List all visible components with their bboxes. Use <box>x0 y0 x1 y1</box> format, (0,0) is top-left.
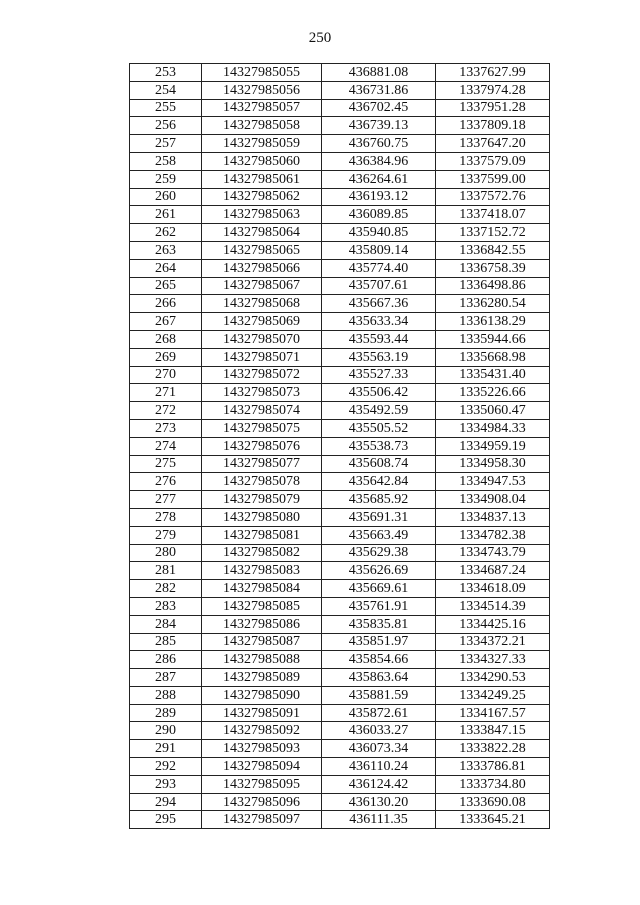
row-number-cell: 281 <box>130 562 202 580</box>
id-cell: 14327985073 <box>202 384 322 402</box>
x-coordinate-cell: 436089.85 <box>322 206 436 224</box>
row-number-cell: 260 <box>130 188 202 206</box>
id-cell: 14327985086 <box>202 615 322 633</box>
x-coordinate-cell: 435669.61 <box>322 580 436 598</box>
x-coordinate-cell: 435835.81 <box>322 615 436 633</box>
y-coordinate-cell: 1334290.53 <box>436 669 550 687</box>
x-coordinate-cell: 435538.73 <box>322 437 436 455</box>
table-row <box>130 775 550 793</box>
y-coordinate-cell: 1337418.07 <box>436 206 550 224</box>
y-coordinate-cell: 1333786.81 <box>436 758 550 776</box>
id-cell: 14327985059 <box>202 135 322 153</box>
id-cell: 14327985060 <box>202 152 322 170</box>
x-coordinate-cell: 436110.24 <box>322 758 436 776</box>
table-row <box>130 402 550 420</box>
table-row <box>130 651 550 669</box>
x-coordinate-cell: 436881.08 <box>322 64 436 82</box>
y-coordinate-cell: 1335226.66 <box>436 384 550 402</box>
x-coordinate-cell: 435809.14 <box>322 241 436 259</box>
x-coordinate-cell: 436033.27 <box>322 722 436 740</box>
id-cell: 14327985091 <box>202 704 322 722</box>
row-number-cell: 273 <box>130 419 202 437</box>
x-coordinate-cell: 435707.61 <box>322 277 436 295</box>
y-coordinate-cell: 1336758.39 <box>436 259 550 277</box>
y-coordinate-cell: 1334167.57 <box>436 704 550 722</box>
id-cell: 14327985068 <box>202 295 322 313</box>
row-number-cell: 286 <box>130 651 202 669</box>
y-coordinate-cell: 1335944.66 <box>436 330 550 348</box>
table-row <box>130 722 550 740</box>
x-coordinate-cell: 436111.35 <box>322 811 436 829</box>
y-coordinate-cell: 1335060.47 <box>436 402 550 420</box>
row-number-cell: 287 <box>130 669 202 687</box>
table-row <box>130 491 550 509</box>
row-number-cell: 280 <box>130 544 202 562</box>
row-number-cell: 267 <box>130 313 202 331</box>
row-number-cell: 294 <box>130 793 202 811</box>
y-coordinate-cell: 1333645.21 <box>436 811 550 829</box>
table-row <box>130 455 550 473</box>
y-coordinate-cell: 1337627.99 <box>436 64 550 82</box>
table-row <box>130 686 550 704</box>
y-coordinate-cell: 1337647.20 <box>436 135 550 153</box>
table-row <box>130 811 550 829</box>
table-row <box>130 135 550 153</box>
id-cell: 14327985090 <box>202 686 322 704</box>
id-cell: 14327985092 <box>202 722 322 740</box>
row-number-cell: 288 <box>130 686 202 704</box>
y-coordinate-cell: 1335431.40 <box>436 366 550 384</box>
table-row <box>130 526 550 544</box>
x-coordinate-cell: 435872.61 <box>322 704 436 722</box>
id-cell: 14327985072 <box>202 366 322 384</box>
row-number-cell: 290 <box>130 722 202 740</box>
x-coordinate-cell: 435593.44 <box>322 330 436 348</box>
table-row <box>130 580 550 598</box>
id-cell: 14327985055 <box>202 64 322 82</box>
id-cell: 14327985065 <box>202 241 322 259</box>
x-coordinate-cell: 435851.97 <box>322 633 436 651</box>
table-row <box>130 366 550 384</box>
row-number-cell: 258 <box>130 152 202 170</box>
id-cell: 14327985056 <box>202 81 322 99</box>
x-coordinate-cell: 435608.74 <box>322 455 436 473</box>
id-cell: 14327985095 <box>202 775 322 793</box>
y-coordinate-cell: 1334984.33 <box>436 419 550 437</box>
id-cell: 14327985076 <box>202 437 322 455</box>
y-coordinate-cell: 1337572.76 <box>436 188 550 206</box>
row-number-cell: 289 <box>130 704 202 722</box>
id-cell: 14327985069 <box>202 313 322 331</box>
x-coordinate-cell: 436130.20 <box>322 793 436 811</box>
x-coordinate-cell: 435506.42 <box>322 384 436 402</box>
table-row <box>130 633 550 651</box>
table-row <box>130 64 550 82</box>
page-number: 250 <box>308 30 332 46</box>
y-coordinate-cell: 1334687.24 <box>436 562 550 580</box>
row-number-cell: 261 <box>130 206 202 224</box>
row-number-cell: 274 <box>130 437 202 455</box>
row-number-cell: 264 <box>130 259 202 277</box>
table-row <box>130 330 550 348</box>
table-row <box>130 241 550 259</box>
table-row <box>130 384 550 402</box>
table-row <box>130 615 550 633</box>
y-coordinate-cell: 1337974.28 <box>436 81 550 99</box>
row-number-cell: 295 <box>130 811 202 829</box>
row-number-cell: 271 <box>130 384 202 402</box>
id-cell: 14327985070 <box>202 330 322 348</box>
row-number-cell: 253 <box>130 64 202 82</box>
y-coordinate-cell: 1337579.09 <box>436 152 550 170</box>
row-number-cell: 276 <box>130 473 202 491</box>
row-number-cell: 292 <box>130 758 202 776</box>
id-cell: 14327985088 <box>202 651 322 669</box>
id-cell: 14327985077 <box>202 455 322 473</box>
y-coordinate-cell: 1333690.08 <box>436 793 550 811</box>
table-row <box>130 170 550 188</box>
id-cell: 14327985066 <box>202 259 322 277</box>
id-cell: 14327985061 <box>202 170 322 188</box>
y-coordinate-cell: 1337951.28 <box>436 99 550 117</box>
y-coordinate-cell: 1334249.25 <box>436 686 550 704</box>
id-cell: 14327985081 <box>202 526 322 544</box>
y-coordinate-cell: 1334327.33 <box>436 651 550 669</box>
table-row <box>130 206 550 224</box>
row-number-cell: 256 <box>130 117 202 135</box>
row-number-cell: 282 <box>130 580 202 598</box>
x-coordinate-cell: 436731.86 <box>322 81 436 99</box>
x-coordinate-cell: 435563.19 <box>322 348 436 366</box>
row-number-cell: 265 <box>130 277 202 295</box>
x-coordinate-cell: 436760.75 <box>322 135 436 153</box>
x-coordinate-cell: 436739.13 <box>322 117 436 135</box>
id-cell: 14327985075 <box>202 419 322 437</box>
id-cell: 14327985057 <box>202 99 322 117</box>
y-coordinate-cell: 1333847.15 <box>436 722 550 740</box>
row-number-cell: 270 <box>130 366 202 384</box>
table-row <box>130 704 550 722</box>
y-coordinate-cell: 1334959.19 <box>436 437 550 455</box>
table-row <box>130 313 550 331</box>
row-number-cell: 283 <box>130 597 202 615</box>
id-cell: 14327985085 <box>202 597 322 615</box>
table-row <box>130 348 550 366</box>
table-row <box>130 99 550 117</box>
y-coordinate-cell: 1337152.72 <box>436 224 550 242</box>
row-number-cell: 269 <box>130 348 202 366</box>
row-number-cell: 272 <box>130 402 202 420</box>
table-row <box>130 437 550 455</box>
id-cell: 14327985062 <box>202 188 322 206</box>
y-coordinate-cell: 1337809.18 <box>436 117 550 135</box>
id-cell: 14327985084 <box>202 580 322 598</box>
table-body <box>130 64 550 829</box>
y-coordinate-cell: 1334372.21 <box>436 633 550 651</box>
x-coordinate-cell: 435492.59 <box>322 402 436 420</box>
table-row <box>130 544 550 562</box>
x-coordinate-cell: 436384.96 <box>322 152 436 170</box>
x-coordinate-cell: 435774.40 <box>322 259 436 277</box>
table-row <box>130 669 550 687</box>
row-number-cell: 285 <box>130 633 202 651</box>
x-coordinate-cell: 435629.38 <box>322 544 436 562</box>
row-number-cell: 255 <box>130 99 202 117</box>
y-coordinate-cell: 1333822.28 <box>436 740 550 758</box>
x-coordinate-cell: 435881.59 <box>322 686 436 704</box>
row-number-cell: 262 <box>130 224 202 242</box>
row-number-cell: 254 <box>130 81 202 99</box>
id-cell: 14327985079 <box>202 491 322 509</box>
y-coordinate-cell: 1334947.53 <box>436 473 550 491</box>
y-coordinate-cell: 1334908.04 <box>436 491 550 509</box>
coordinates-table <box>129 63 550 829</box>
x-coordinate-cell: 435633.34 <box>322 313 436 331</box>
id-cell: 14327985094 <box>202 758 322 776</box>
id-cell: 14327985087 <box>202 633 322 651</box>
id-cell: 14327985071 <box>202 348 322 366</box>
y-coordinate-cell: 1334837.13 <box>436 508 550 526</box>
id-cell: 14327985097 <box>202 811 322 829</box>
id-cell: 14327985093 <box>202 740 322 758</box>
y-coordinate-cell: 1334425.16 <box>436 615 550 633</box>
table-row <box>130 419 550 437</box>
id-cell: 14327985067 <box>202 277 322 295</box>
x-coordinate-cell: 435505.52 <box>322 419 436 437</box>
table-row <box>130 295 550 313</box>
table-row <box>130 152 550 170</box>
y-coordinate-cell: 1334514.39 <box>436 597 550 615</box>
x-coordinate-cell: 435663.49 <box>322 526 436 544</box>
y-coordinate-cell: 1336138.29 <box>436 313 550 331</box>
y-coordinate-cell: 1334782.38 <box>436 526 550 544</box>
x-coordinate-cell: 435527.33 <box>322 366 436 384</box>
row-number-cell: 257 <box>130 135 202 153</box>
x-coordinate-cell: 436264.61 <box>322 170 436 188</box>
id-cell: 14327985074 <box>202 402 322 420</box>
id-cell: 14327985063 <box>202 206 322 224</box>
x-coordinate-cell: 435626.69 <box>322 562 436 580</box>
table-row <box>130 473 550 491</box>
y-coordinate-cell: 1333734.80 <box>436 775 550 793</box>
id-cell: 14327985083 <box>202 562 322 580</box>
table-row <box>130 188 550 206</box>
row-number-cell: 259 <box>130 170 202 188</box>
y-coordinate-cell: 1336280.54 <box>436 295 550 313</box>
y-coordinate-cell: 1336498.86 <box>436 277 550 295</box>
row-number-cell: 279 <box>130 526 202 544</box>
row-number-cell: 293 <box>130 775 202 793</box>
table-row <box>130 224 550 242</box>
x-coordinate-cell: 435667.36 <box>322 295 436 313</box>
row-number-cell: 291 <box>130 740 202 758</box>
id-cell: 14327985080 <box>202 508 322 526</box>
row-number-cell: 268 <box>130 330 202 348</box>
x-coordinate-cell: 435863.64 <box>322 669 436 687</box>
y-coordinate-cell: 1337599.00 <box>436 170 550 188</box>
x-coordinate-cell: 436073.34 <box>322 740 436 758</box>
table-row <box>130 597 550 615</box>
table-row <box>130 117 550 135</box>
table-row <box>130 277 550 295</box>
id-cell: 14327985082 <box>202 544 322 562</box>
id-cell: 14327985064 <box>202 224 322 242</box>
x-coordinate-cell: 435685.92 <box>322 491 436 509</box>
x-coordinate-cell: 436193.12 <box>322 188 436 206</box>
table-row <box>130 740 550 758</box>
table-row <box>130 259 550 277</box>
y-coordinate-cell: 1336842.55 <box>436 241 550 259</box>
row-number-cell: 278 <box>130 508 202 526</box>
table-row <box>130 562 550 580</box>
id-cell: 14327985096 <box>202 793 322 811</box>
row-number-cell: 263 <box>130 241 202 259</box>
y-coordinate-cell: 1334743.79 <box>436 544 550 562</box>
id-cell: 14327985058 <box>202 117 322 135</box>
table-row <box>130 508 550 526</box>
x-coordinate-cell: 435761.91 <box>322 597 436 615</box>
row-number-cell: 284 <box>130 615 202 633</box>
table-row <box>130 81 550 99</box>
y-coordinate-cell: 1334618.09 <box>436 580 550 598</box>
id-cell: 14327985078 <box>202 473 322 491</box>
x-coordinate-cell: 436702.45 <box>322 99 436 117</box>
table-row <box>130 758 550 776</box>
x-coordinate-cell: 436124.42 <box>322 775 436 793</box>
x-coordinate-cell: 435854.66 <box>322 651 436 669</box>
x-coordinate-cell: 435642.84 <box>322 473 436 491</box>
row-number-cell: 275 <box>130 455 202 473</box>
x-coordinate-cell: 435940.85 <box>322 224 436 242</box>
row-number-cell: 266 <box>130 295 202 313</box>
y-coordinate-cell: 1334958.30 <box>436 455 550 473</box>
id-cell: 14327985089 <box>202 669 322 687</box>
table-row <box>130 793 550 811</box>
x-coordinate-cell: 435691.31 <box>322 508 436 526</box>
row-number-cell: 277 <box>130 491 202 509</box>
y-coordinate-cell: 1335668.98 <box>436 348 550 366</box>
